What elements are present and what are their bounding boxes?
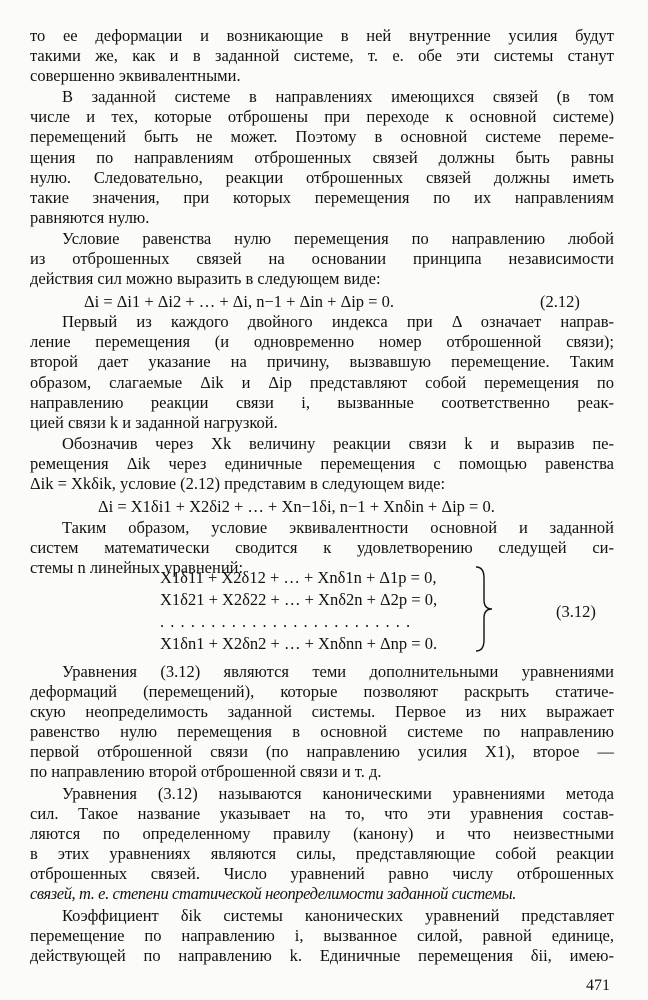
text-line: второй дает указание на причину, вызвавшую перемещение. Таким xyxy=(30,352,614,371)
text-line: равняются нулю. xyxy=(30,208,150,227)
text-line: Обозначив через Xk величину реакции связи k и выразив пе- xyxy=(62,434,614,453)
equation-2-12: Δi = Δi1 + Δi2 + … + Δi, n−1 + Δin + Δip = 0. xyxy=(84,292,394,311)
text-line: перемещение по направлению i, вызванное силой, равной единице, xyxy=(30,926,614,945)
text-line: перемещений быть не может. Поэтому в основной системе переме- xyxy=(30,127,614,146)
equation-expanded: Δi = X1δi1 + X2δi2 + … + Xn−1δi, n−1 + Xnδin + Δip = 0. xyxy=(98,497,495,516)
text-line: В заданной системе в направлениях имеющихся связей (в том xyxy=(62,87,614,106)
system-equation-row: X1δ21 + X2δ22 + … + Xnδ2n + Δ2p = 0, xyxy=(160,590,438,609)
text-line: направлению реакции связи i, вызванные соответственно реак- xyxy=(30,393,614,412)
page-number: 471 xyxy=(586,977,610,994)
text-line: щения по направлениям отброшенных связей должны быть равны xyxy=(30,148,614,167)
text-line: стемы n линейных уравнений: xyxy=(30,558,244,577)
text-line: Таким образом, условие эквивалентности основной и заданной xyxy=(62,518,614,537)
text-line: Коэффициент δik системы канонических уравнений представляет xyxy=(62,906,614,925)
text-line: совершенно эквивалентными. xyxy=(30,66,241,85)
text-line: систем математически сводится к удовлетворению следущей си- xyxy=(30,538,614,557)
text-line: образом, слагаемые Δik и Δip представляют собой перемещения по xyxy=(30,373,614,392)
text-line: такими же, как и в заданной системе, т. е. обе эти системы станут xyxy=(30,46,614,65)
text-line: ление перемещения (и одновременно номер отброшенной связи); xyxy=(30,332,614,351)
text-line: нулю. Следовательно, реакции отброшенных связей должны иметь xyxy=(30,168,614,187)
text-line: первой отброшенной связи (по направлению усилия X1), второе — xyxy=(30,742,614,761)
text-line: связей, т. е. степени статической неопределимости заданной системы. xyxy=(30,884,516,903)
system-equation-row: X1δn1 + X2δn2 + … + Xnδnn + Δnp = 0. xyxy=(160,634,438,653)
text-line: равенство нулю перемещения в основной системе по направлению xyxy=(30,722,614,741)
text-line: числе и тех, которые отброшены при переходе к основной системе) xyxy=(30,107,614,126)
text-line: действующей по направлению k. Единичные перемещения δii, имею- xyxy=(30,946,614,965)
text-line: сил. Такое название указывает на то, что эти уравнения состав- xyxy=(30,804,614,823)
equation-number: (2.12) xyxy=(540,292,580,311)
text-line: цией связи k и заданной нагрузкой. xyxy=(30,413,278,432)
equation-number: (3.12) xyxy=(556,602,596,621)
text-line: Первый из каждого двойного индекса при Δ означает направ- xyxy=(62,312,614,331)
text-line: отброшенных связей. Число уравнений равно числу отброшенных xyxy=(30,864,614,883)
system-equation-row: X1δ11 + X2δ12 + … + Xnδ1n + Δ1p = 0, xyxy=(160,568,437,587)
text-line: ляются по определенному правилу (канону) и что неизвестными xyxy=(30,824,614,843)
text-line: деформаций (перемещений), которые позволяют раскрыть статиче- xyxy=(30,682,614,701)
text-line: в этих уравнениях являются силы, представляющие собой реакции xyxy=(30,844,614,863)
text-line: Уравнения (3.12) являются теми дополнительными уравнениями xyxy=(62,662,614,681)
text-line: то ее деформации и возникающие в ней внутренние усилия будут xyxy=(30,26,614,45)
text-line: Условие равенства нулю перемещения по направлению любой xyxy=(62,229,614,248)
text-line: Уравнения (3.12) называются каноническими уравнениями метода xyxy=(62,784,614,803)
text-line: такие значения, при которых перемещения по их направлениям xyxy=(30,188,614,207)
text-line: действия сил можно выразить в следующем виде: xyxy=(30,269,381,288)
text-line: скую неопределимость заданной системы. Первое из них выражает xyxy=(30,702,614,721)
right-brace xyxy=(474,566,494,652)
text-line: по направлению второй отброшенной связи и т. д. xyxy=(30,762,382,781)
text-line: из отброшенных связей на основании принципа независимости xyxy=(30,249,614,268)
text-line: ремещения Δik через единичные перемещения с помощью равенства xyxy=(30,454,614,473)
system-equation-dots: . . . . . . . . . . . . . . . . . . . . . . . . . xyxy=(160,612,412,631)
text-line: Δik = Xkδik, условие (2.12) представим в следующем виде: xyxy=(30,474,446,493)
